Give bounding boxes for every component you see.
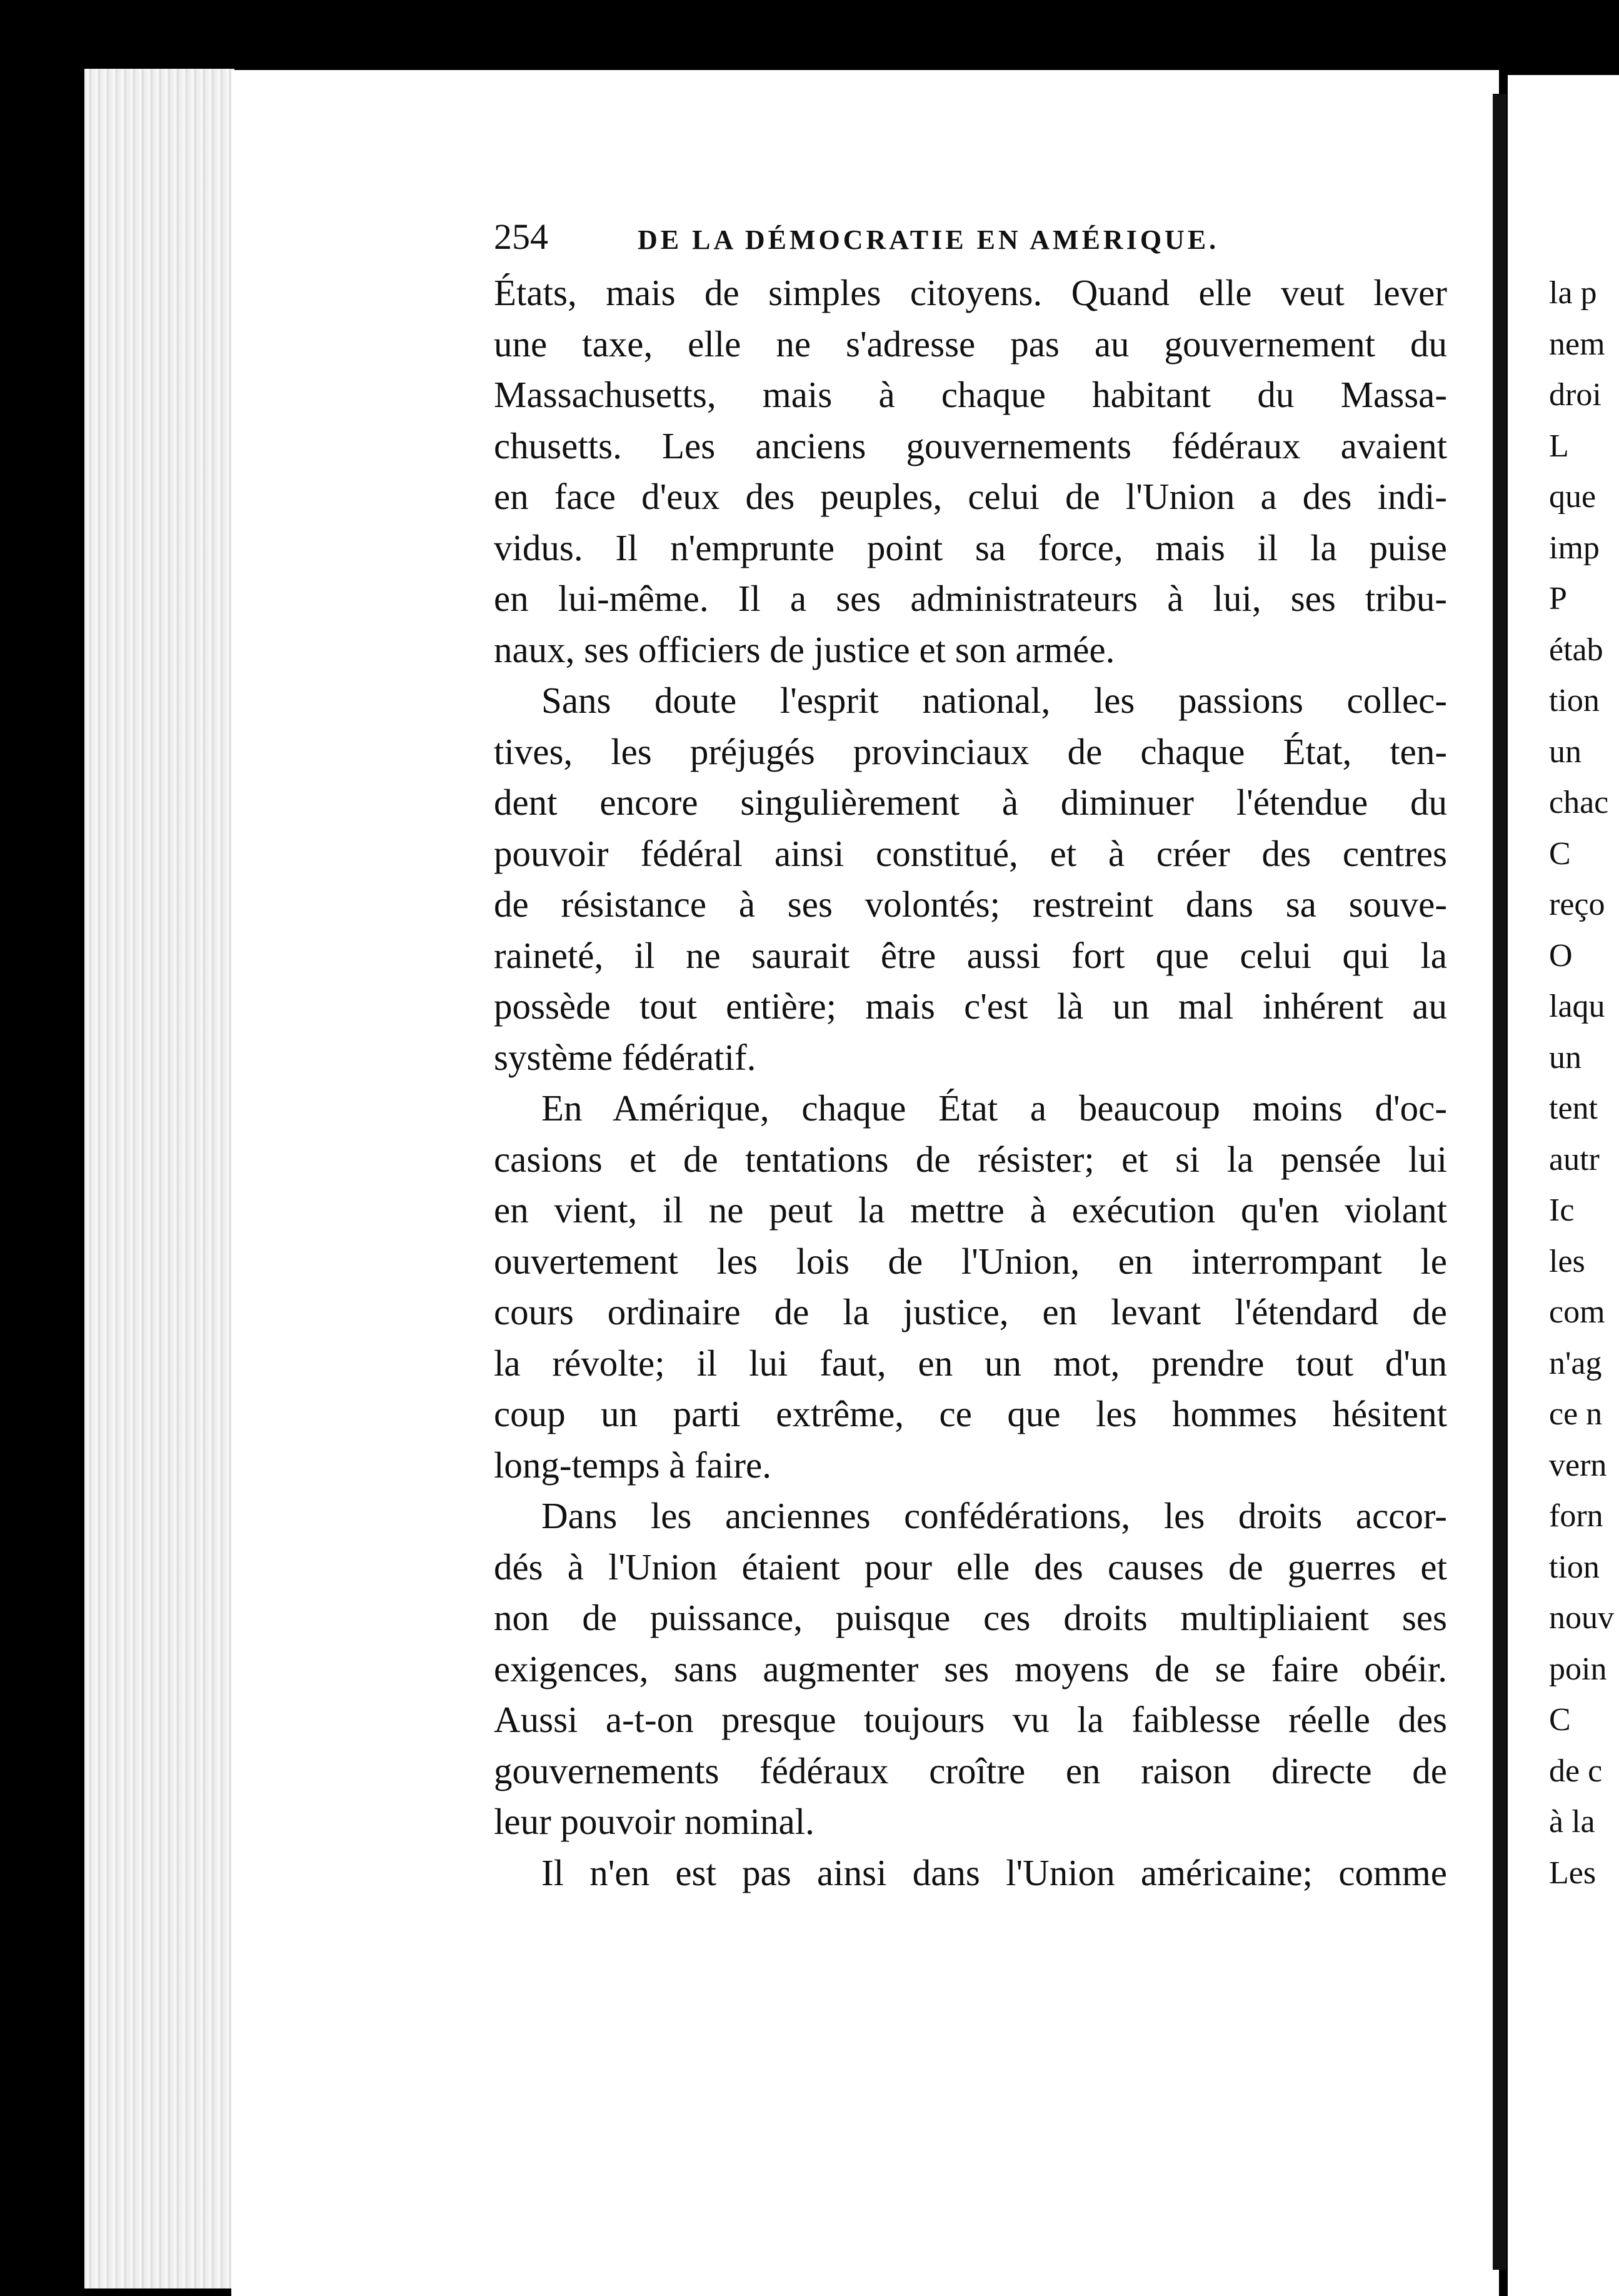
right-page-fragment: un: [1549, 733, 1581, 770]
right-page-fragment: laqu: [1549, 989, 1605, 1024]
right-page-fragment: tion: [1549, 1549, 1600, 1585]
text-line: la révolte; il lui faut, en un mot, prendre tout d'un: [494, 1342, 1447, 1384]
right-page-fragment: nem: [1549, 326, 1605, 362]
page-edges: [84, 69, 234, 2288]
right-page-fragment: Ic: [1549, 1192, 1575, 1228]
text-line: vidus. Il n'emprunte point sa force, mais il la puise: [494, 526, 1447, 568]
right-page-fragment: que: [1549, 479, 1596, 515]
text-line: une taxe, elle ne s'adresse pas au gouvernement du: [494, 323, 1447, 365]
right-page-fragment: étab: [1549, 632, 1603, 668]
text-line: chusetts. Les anciens gouvernements fédéraux avaient: [494, 425, 1447, 466]
right-page-fragment: O: [1549, 937, 1573, 974]
text-line: exigences, sans augmenter ses moyens de se faire obéir.: [494, 1648, 1447, 1689]
text-line: Il n'en est pas ainsi dans l'Union américaine; comme: [541, 1851, 1447, 1893]
text-line: raineté, il ne saurait être aussi fort que celui qui la: [494, 934, 1447, 976]
text-line: système fédératif.: [494, 1036, 756, 1078]
left-page-body: [494, 268, 1447, 1898]
right-page-fragment: vern: [1549, 1447, 1607, 1483]
text-line: casions et de tentations de résister; et si la pensée lui: [494, 1138, 1447, 1180]
text-line: En Amérique, chaque État a beaucoup moins d'oc-: [541, 1087, 1447, 1129]
text-line: tives, les préjugés provinciaux de chaque État, ten-: [494, 730, 1447, 772]
right-page-fragment: com: [1549, 1294, 1605, 1330]
book-gutter: [1493, 94, 1506, 2270]
right-page-fragment: forn: [1549, 1498, 1603, 1534]
text-line: gouvernements fédéraux croître en raison directe de: [494, 1750, 1447, 1791]
right-page-fragment: nouv: [1549, 1600, 1614, 1636]
text-line: naux, ses officiers de justice et son armée.: [494, 628, 1115, 670]
text-line: coup un parti extrême, ce que les hommes hésitent: [494, 1393, 1447, 1434]
text-line: en vient, il ne peut la mettre à exécution qu'en violant: [494, 1189, 1447, 1231]
text-line: États, mais de simples citoyens. Quand elle veut lever: [494, 272, 1447, 313]
text-line: long-temps à faire.: [494, 1444, 771, 1486]
text-line: Sans doute l'esprit national, les passions collec-: [541, 680, 1447, 721]
right-page-fragment: n'ag: [1549, 1345, 1602, 1381]
right-page-fragment: autr: [1549, 1141, 1600, 1177]
right-page-fragment: un: [1549, 1039, 1581, 1075]
right-page-fragment: P: [1549, 581, 1567, 617]
right-page-fragment: poin: [1549, 1651, 1607, 1687]
text-line: ouvertement les lois de l'Union, en interrompant le: [494, 1240, 1447, 1282]
right-page-fragment: tion: [1549, 683, 1600, 718]
text-line: Aussi a-t-on presque toujours vu la faiblesse réelle des: [494, 1699, 1447, 1740]
text-line: en face d'eux des peuples, celui de l'Union a des indi-: [494, 476, 1447, 517]
page-number: 254: [494, 216, 548, 257]
right-page-fragments: [1549, 268, 1619, 1898]
right-page-fragment: C: [1549, 1702, 1571, 1738]
right-page-fragment: la p: [1549, 275, 1597, 311]
right-page-fragment: chac: [1549, 785, 1609, 820]
right-page-fragment: à la: [1549, 1804, 1595, 1840]
right-page-fragment: C: [1549, 835, 1571, 872]
text-line: possède tout entière; mais c'est là un mal inhérent au: [494, 985, 1447, 1027]
text-line: leur pouvoir nominal.: [494, 1801, 815, 1842]
running-head-title: DE LA DÉMOCRATIE EN AMÉRIQUE.: [638, 224, 1220, 255]
right-page-fragment: reço: [1549, 887, 1605, 922]
text-line: en lui-même. Il a ses administrateurs à lui, ses tribu-: [494, 578, 1447, 619]
text-line: Dans les anciennes confédérations, les droits accor-: [541, 1495, 1447, 1536]
right-page-fragment: imp: [1549, 530, 1600, 566]
text-line: cours ordinaire de la justice, en levant l'étendard de: [494, 1291, 1447, 1332]
right-page-fragment: tent: [1549, 1090, 1598, 1126]
right-page-fragment: L: [1549, 428, 1569, 464]
running-head: [494, 216, 1263, 258]
text-line: dés à l'Union étaient pour elle des causes de guerres et: [494, 1546, 1447, 1588]
text-line: non de puissance, puisque ces droits multipliaient ses: [494, 1597, 1447, 1638]
right-page-fragment: Les: [1549, 1855, 1596, 1891]
right-page-fragment: les: [1549, 1243, 1585, 1279]
text-line: de résistance à ses volontés; restreint dans sa souve-: [494, 884, 1447, 925]
text-line: dent encore singulièrement à diminuer l'étendue du: [494, 782, 1447, 823]
right-page-fragment: droi: [1549, 377, 1601, 413]
right-page-fragment: de c: [1549, 1753, 1603, 1789]
right-page-fragment: ce n: [1549, 1396, 1603, 1432]
text-line: Massachusetts, mais à chaque habitant du Massa-: [494, 374, 1447, 415]
text-line: pouvoir fédéral ainsi constitué, et à créer des centres: [494, 832, 1447, 874]
